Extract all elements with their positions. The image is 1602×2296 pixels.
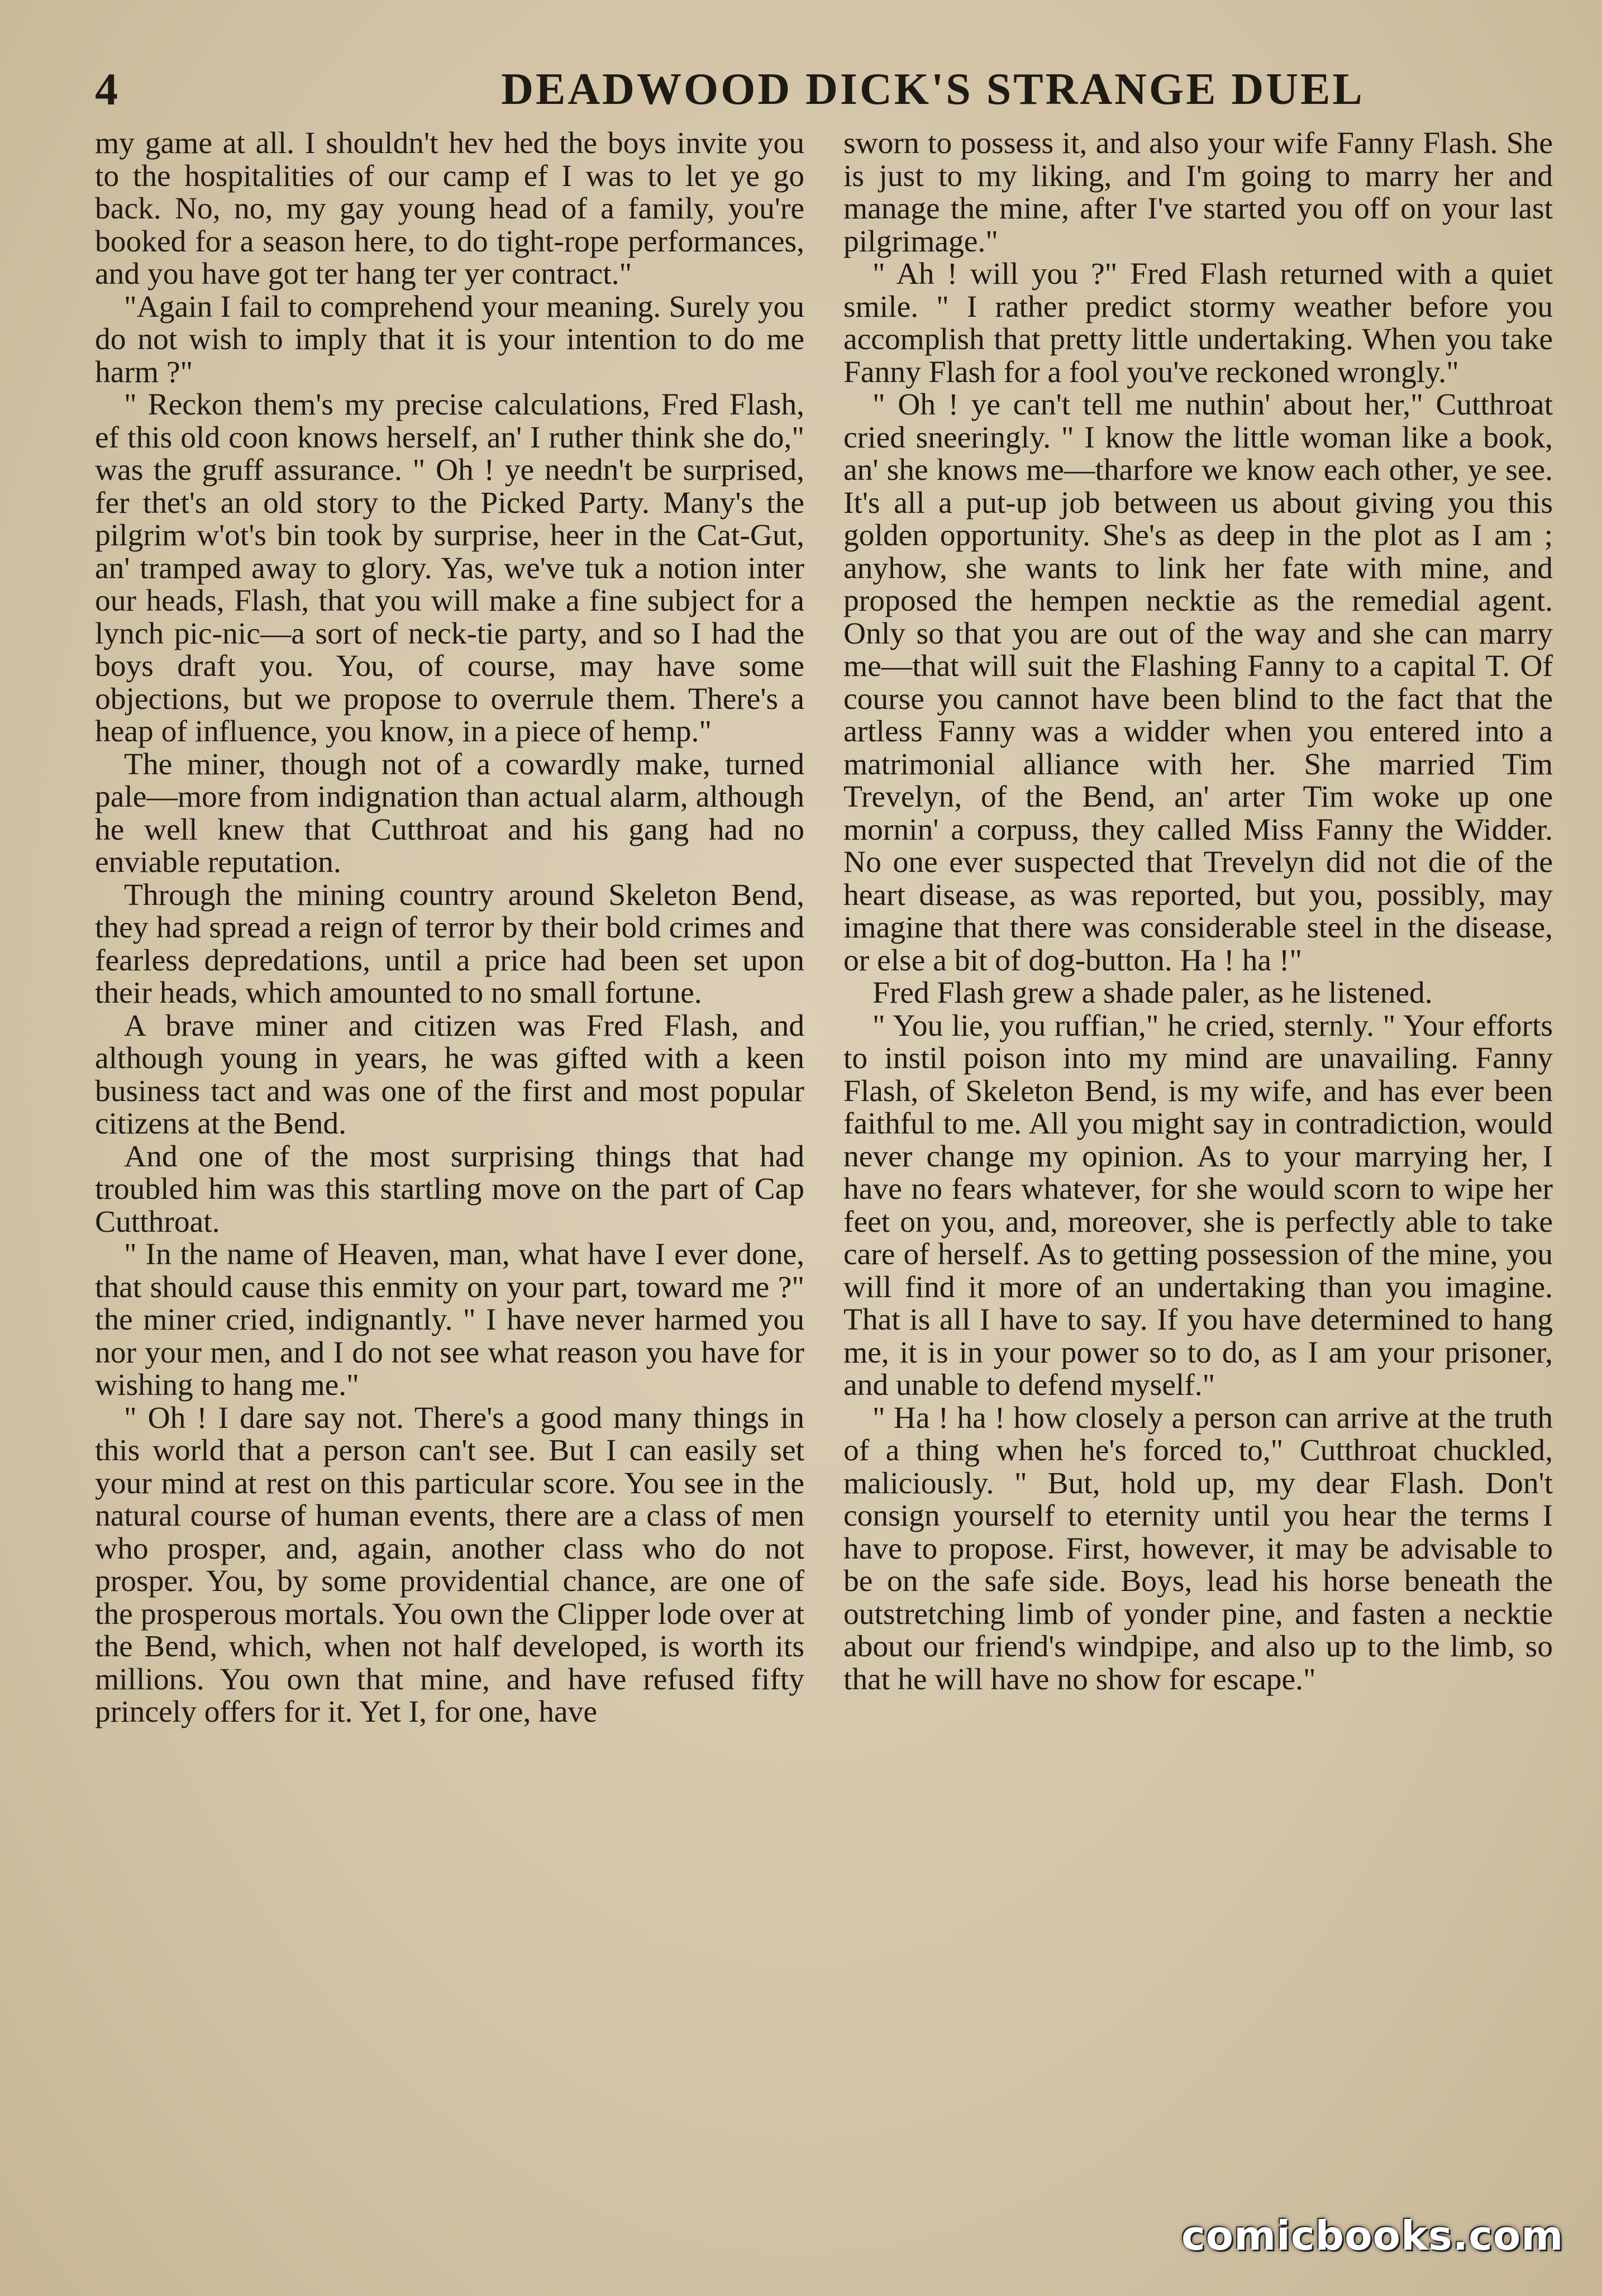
paragraph: Through the mining country around Skeleton Bend, they had spread a reign of terror by their bold crimes and fearless depredations, until a price had been set upon their heads, which amounted to no small fortune. [95,878,804,1010]
running-title: DEADWOOD DICK'S STRANGE DUEL [501,65,1365,114]
paragraph: " Reckon them's my precise calculations, Fred Flash, ef this old coon knows herself, an' I ruther think she do," was the gruff assurance. " Oh ! ye needn't be surprised, fer thet's an old story to the Picked Party. Many's the pilgrim w'ot's bin took by surprise, heer in the Cat-Gut, an' tramped away to glory. Yas, we've tuk a notion inter our heads, Flash, that you will make a fine subject for a lynch pic-nic—a sort of neck-tie party, and so I had the boys draft you. You, of course, may have some objections, but we propose to overrule them. There's a heap of influence, you know, in a piece of hemp." [95,388,804,749]
paragraph: Fred Flash grew a shade paler, as he listened. [872,976,1433,1010]
page-number: 4 [95,64,118,115]
paragraph: " In the name of Heaven, man, what have I ever done, that should cause this enmity on your part, toward me ?" the miner cried, indignantly. " I have never harmed you nor your men, and I do not see what reason you have for wishing to hang me." [95,1237,804,1402]
running-header [95,59,1525,120]
paragraph: A brave miner and citizen was Fred Flash, and although young in years, he was gifted with a keen business tact and was one of the first and most popular citizens at the Bend. [95,1008,804,1141]
paragraph: " Oh ! I dare say not. There's a good many things in this world that a person can't see. But I can easily set your mind at rest on this particular score. You see in the natural course of human events, there are a class of men who prosper, and, again, another class who do not prosper. You, by some providential chance, are one of the prosperous mortals. You own the Clipper lode over at the Bend, which, when not half developed, is worth its millions. You own that mine, and have refused fifty princely offers for it. Yet I, for one, have [95,1401,804,1729]
site-watermark: comicbooks.com [1181,2212,1564,2259]
paragraph: sworn to possess it, and also your wife Fanny Flash. She is just to my liking, and I'm going to marry her and manage the mine, after I've started you off on your last pilgrimage." [843,126,1553,259]
paragraph: " Oh ! ye can't tell me nuthin' about her," Cutthroat cried sneeringly. " I know the little woman like a book, an' she knows me—tharfore we know each other, ye see. It's all a put-up job between us about giving you this golden opportunity. She's as deep in the plot as I am ; anyhow, she wants to link her fate with mine, and proposed the hempen necktie as the remedial agent. Only so that you are out of the way and she can marry me—that will suit the Flashing Fanny to a capital T. Of course you cannot have been blind to the fact that the artless Fanny was a widder when you entered into a matrimonial alliance with her. She married Tim Trevelyn, of the Bend, an' arter Tim woke up one mornin' a corpuss, they called Miss Fanny the Widder. No one ever suspected that Trevelyn did not die of the heart disease, as was reported, but you, possibly, may imagine that there was considerable steel in the disease, or else a bit of dog-button. Ha ! ha !" [843,388,1553,978]
paragraph: my game at all. I shouldn't hev hed the boys invite you to the hospitalities of our camp ef I was to let ye go back. No, no, my gay young head of a family, you're booked for a season here, to do tight-rope performances, and you have got ter hang ter yer contract." [95,126,804,291]
paragraph: " Ha ! ha ! how closely a person can arrive at the truth of a thing when he's forced to," Cutthroat chuckled, maliciously. " But, hold up, my dear Flash. Don't consign yourself to eternity until you hear the terms I have to propose. First, however, it may be advisable to be on the safe side. Boys, lead his horse beneath the outstretching limb of yonder pine, and fasten a necktie about our friend's windpipe, and also up to the limb, so that he will have no show for escape." [843,1401,1553,1697]
paragraph: " You lie, you ruffian," he cried, sternly. " Your efforts to instil poison into my mind are unavailing. Fanny Flash, of Skeleton Bend, is my wife, and has ever been faithful to me. All you might say in contradiction, would never change my opinion. As to your marrying her, I have no fears whatever, for she would scorn to wipe her feet on you, and, moreover, she is perfectly able to take care of herself. As to getting possession of the mine, you will find it more of an undertaking than you imagine. That is all I have to say. If you have determined to hang me, it is in your power so to do, as I am your prisoner, and unable to defend myself." [843,1008,1553,1402]
right-column [843,127,1553,1696]
paragraph: "Again I fail to comprehend your meaning. Surely you do not wish to imply that it is your intention to do me harm ?" [95,289,804,389]
left-column [95,127,804,1729]
paragraph: And one of the most surprising things that had troubled him was this startling move on the part of Cap Cutthroat. [95,1139,804,1239]
paragraph: " Ah ! will you ?" Fred Flash returned with a quiet smile. " I rather predict stormy weather before you accomplish that pretty little undertaking. When you take Fanny Flash for a fool you've reckoned wrongly." [843,257,1553,389]
paragraph: The miner, though not of a cowardly make, turned pale—more from indignation than actual alarm, although he well knew that Cutthroat and his gang had no enviable reputation. [95,747,804,879]
